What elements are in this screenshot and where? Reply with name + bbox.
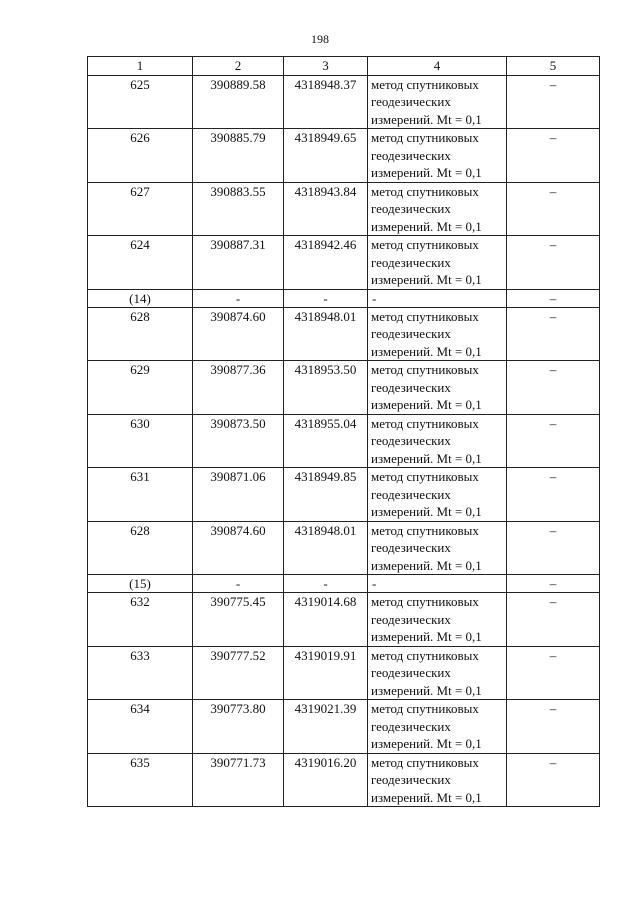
method-line: измерений. Mt = 0,1 — [371, 111, 482, 127]
method-line: метод спутниковых — [371, 183, 479, 199]
column-header-1: 1 — [88, 57, 193, 76]
method-line: геодезических — [371, 665, 451, 680]
note-cell: – — [507, 182, 600, 236]
separator-row — [88, 289, 600, 307]
method-cell — [368, 307, 507, 361]
method-line: метод спутниковых — [371, 701, 479, 716]
note-cell: – — [507, 307, 600, 361]
x-coordinate-cell: 390889.58 — [193, 75, 284, 129]
point-id-cell: 625 — [88, 75, 193, 129]
coordinates-table — [87, 56, 600, 807]
method-line: геодезических — [371, 94, 451, 109]
method-line: измерений. Mt = 0,1 — [371, 557, 482, 573]
column-header-2: 2 — [193, 57, 284, 76]
method-line: - — [372, 576, 377, 591]
note-cell: – — [507, 75, 600, 129]
point-id-cell: (14) — [88, 289, 193, 307]
method-cell — [368, 468, 507, 522]
method-line: измерений. Mt = 0,1 — [371, 450, 482, 466]
method-line: измерений. Mt = 0,1 — [371, 682, 482, 698]
table-row — [88, 75, 600, 129]
y-coordinate-cell: 4318943.84 — [284, 182, 368, 236]
x-coordinate-cell: 390885.79 — [193, 129, 284, 183]
method-line: метод спутниковых — [371, 362, 479, 377]
method-line: геодезических — [371, 147, 451, 163]
method-line: геодезических — [371, 540, 451, 555]
x-coordinate-cell: 390771.73 — [193, 753, 284, 807]
method-cell — [368, 236, 507, 290]
point-id-cell: 626 — [88, 129, 193, 183]
method-line: метод спутниковых — [371, 415, 479, 431]
x-coordinate-cell: - — [193, 289, 284, 307]
method-cell — [368, 753, 507, 807]
x-coordinate-cell: 390775.45 — [193, 593, 284, 647]
method-line: геодезических — [371, 718, 451, 734]
x-coordinate-cell: 390773.80 — [193, 700, 284, 754]
point-id-cell: 624 — [88, 236, 193, 290]
y-coordinate-cell: - — [284, 289, 368, 307]
point-id-cell: 627 — [88, 182, 193, 236]
method-cell — [368, 521, 507, 575]
method-cell — [368, 414, 507, 468]
y-coordinate-cell: 4318949.65 — [284, 129, 368, 183]
x-coordinate-cell: 390874.60 — [193, 307, 284, 361]
method-line: метод спутниковых — [371, 130, 479, 145]
point-id-cell: 628 — [88, 521, 193, 575]
method-line: геодезических — [371, 486, 451, 502]
note-cell: – — [507, 646, 600, 700]
table-body — [88, 75, 600, 807]
method-line: метод спутниковых — [371, 754, 479, 770]
method-line: измерений. Mt = 0,1 — [371, 629, 482, 644]
x-coordinate-cell: 390887.31 — [193, 236, 284, 290]
point-id-cell: 631 — [88, 468, 193, 522]
method-line: геодезических — [371, 611, 451, 627]
table-row — [88, 646, 600, 700]
method-cell — [368, 575, 507, 593]
method-cell — [368, 593, 507, 647]
method-line: геодезических — [371, 254, 451, 270]
note-cell: – — [507, 593, 600, 647]
table-row — [88, 593, 600, 647]
x-coordinate-cell: - — [193, 575, 284, 593]
method-line: измерений. Mt = 0,1 — [371, 272, 482, 287]
column-header-5: 5 — [507, 57, 600, 76]
y-coordinate-cell: 4319014.68 — [284, 593, 368, 647]
y-coordinate-cell: 4318948.37 — [284, 75, 368, 129]
method-cell — [368, 182, 507, 236]
x-coordinate-cell: 390883.55 — [193, 182, 284, 236]
separator-row — [88, 575, 600, 593]
method-line: метод спутниковых — [371, 76, 479, 92]
method-line: измерений. Mt = 0,1 — [371, 218, 482, 234]
point-id-cell: 628 — [88, 307, 193, 361]
page-number: 198 — [311, 32, 329, 46]
method-line: геодезических — [371, 326, 451, 341]
method-cell — [368, 700, 507, 754]
method-line: метод спутниковых — [371, 647, 479, 663]
y-coordinate-cell: 4318948.01 — [284, 307, 368, 361]
method-cell — [368, 646, 507, 700]
method-line: метод спутниковых — [371, 469, 479, 484]
note-cell: – — [507, 289, 600, 307]
table-row — [88, 468, 600, 522]
x-coordinate-cell: 390777.52 — [193, 646, 284, 700]
y-coordinate-cell: 4319021.39 — [284, 700, 368, 754]
table-row — [88, 182, 600, 236]
x-coordinate-cell: 390871.06 — [193, 468, 284, 522]
table-row — [88, 307, 600, 361]
note-cell: – — [507, 753, 600, 807]
method-line: измерений. Mt = 0,1 — [371, 504, 482, 519]
table-row — [88, 753, 600, 807]
x-coordinate-cell: 390874.60 — [193, 521, 284, 575]
header-row — [88, 57, 600, 76]
method-line: геодезических — [371, 433, 451, 448]
note-cell: – — [507, 361, 600, 415]
method-line: геодезических — [371, 201, 451, 216]
method-line: геодезических — [371, 772, 451, 787]
method-line: - — [372, 290, 377, 306]
table-row — [88, 521, 600, 575]
table-row — [88, 129, 600, 183]
point-id-cell: 632 — [88, 593, 193, 647]
method-cell — [368, 289, 507, 307]
method-line: измерений. Mt = 0,1 — [371, 397, 482, 412]
method-cell — [368, 75, 507, 129]
method-line: измерений. Mt = 0,1 — [371, 343, 482, 359]
method-line: измерений. Mt = 0,1 — [371, 165, 482, 180]
table-row — [88, 236, 600, 290]
point-id-cell: 635 — [88, 753, 193, 807]
x-coordinate-cell: 390877.36 — [193, 361, 284, 415]
y-coordinate-cell: 4318953.50 — [284, 361, 368, 415]
y-coordinate-cell: 4318942.46 — [284, 236, 368, 290]
method-line: геодезических — [371, 379, 451, 395]
y-coordinate-cell: 4318948.01 — [284, 521, 368, 575]
table-row — [88, 361, 600, 415]
method-line: измерений. Mt = 0,1 — [371, 789, 482, 805]
y-coordinate-cell: 4319019.91 — [284, 646, 368, 700]
table-row — [88, 414, 600, 468]
y-coordinate-cell: - — [284, 575, 368, 593]
column-header-4: 4 — [368, 57, 507, 76]
method-line: измерений. Mt = 0,1 — [371, 736, 482, 751]
method-cell — [368, 361, 507, 415]
method-cell — [368, 129, 507, 183]
note-cell: – — [507, 129, 600, 183]
note-cell: – — [507, 575, 600, 593]
y-coordinate-cell: 4318949.85 — [284, 468, 368, 522]
point-id-cell: (15) — [88, 575, 193, 593]
column-header-3: 3 — [284, 57, 368, 76]
point-id-cell: 633 — [88, 646, 193, 700]
note-cell: – — [507, 468, 600, 522]
method-line: метод спутниковых — [371, 594, 479, 609]
method-line: метод спутниковых — [371, 522, 479, 538]
table-header — [88, 57, 600, 76]
note-cell: – — [507, 236, 600, 290]
point-id-cell: 634 — [88, 700, 193, 754]
point-id-cell: 630 — [88, 414, 193, 468]
method-line: метод спутниковых — [371, 237, 479, 252]
note-cell: – — [507, 700, 600, 754]
y-coordinate-cell: 4319016.20 — [284, 753, 368, 807]
point-id-cell: 629 — [88, 361, 193, 415]
note-cell: – — [507, 414, 600, 468]
x-coordinate-cell: 390873.50 — [193, 414, 284, 468]
table-row — [88, 700, 600, 754]
note-cell: – — [507, 521, 600, 575]
method-line: метод спутниковых — [371, 308, 479, 324]
y-coordinate-cell: 4318955.04 — [284, 414, 368, 468]
